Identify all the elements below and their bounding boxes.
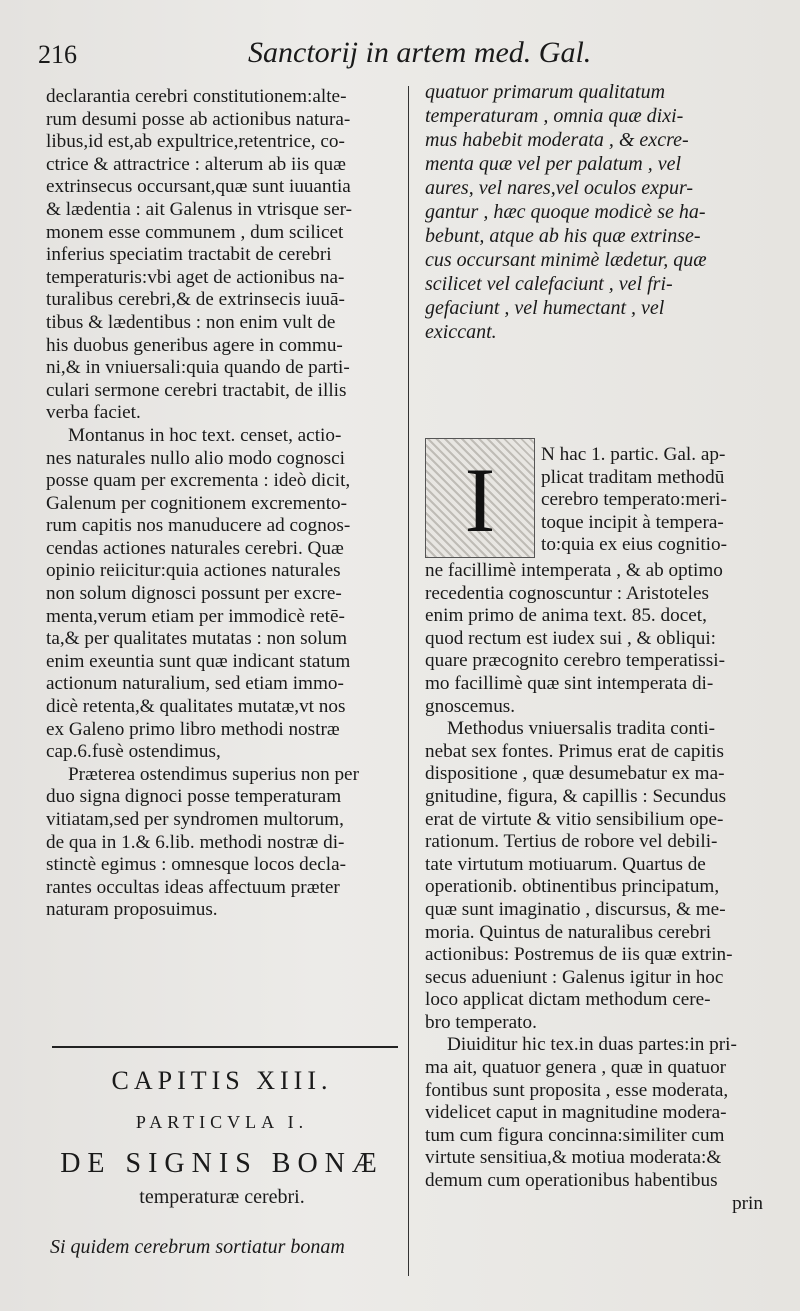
text-line: cendas actiones naturales cerebri. Quæ (46, 537, 344, 559)
text-line: ctrice & attractrice : alterum ab iis quæ (46, 153, 346, 175)
text-line: dispositione , quæ desumebatur ex ma- (425, 763, 725, 785)
text-line: naturam proposuimus. (46, 899, 218, 921)
text-line: extrinsecus occursant,quæ sunt iuuantia (46, 176, 351, 198)
text-line: moria. Quintus de naturalibus cerebri (425, 921, 712, 943)
left-paragraph-3 (46, 764, 398, 922)
section-subtitle: temperaturæ cerebri. (139, 1186, 305, 1208)
text-line: duo signa dignoci posse temperaturam (46, 786, 342, 808)
text-line: gnitudine, figura, & capillis : Secundus (425, 785, 727, 807)
text-line: posse quam per excrementa : ideò dicit, (46, 470, 351, 492)
text-line: mus habebit moderata , & excre- (425, 129, 689, 151)
text-line: mo facillimè quæ sint intemperata di- (425, 672, 714, 694)
text-line: rum desumi posse ab actionibus natura- (46, 108, 351, 130)
section-title: DE SIGNIS BONÆ (60, 1148, 384, 1179)
text-line: gnoscemus. (425, 695, 516, 717)
column-divider (408, 86, 409, 1276)
text-line: ta,& per qualitates mutatas : non solum (46, 628, 348, 650)
text-line: ne facillimè intemperata , & ab optimo (425, 560, 723, 581)
text-line: actionum naturalium, sed etiam immo- (46, 673, 344, 695)
text-line: ma ait, quatuor genera , quæ in quatuor (425, 1057, 727, 1079)
text-line: non solum dignosci possunt per excre- (46, 583, 342, 605)
section-rule (52, 1046, 398, 1048)
text-line: quatuor primarum qualitatum (425, 81, 666, 103)
text-line: N hac 1. partic. Gal. ap- (541, 444, 726, 465)
text-line: cap.6.fusè ostendimus, (46, 741, 221, 763)
text-line: tate virtutum motiuarum. Quartus de (425, 853, 706, 875)
text-line: menta quæ vel per palatum , vel (425, 153, 682, 175)
text-line: ni,& in vniuersali:quia quando de parti- (46, 357, 350, 379)
text-line: Galenum per cognitionem excremento- (46, 492, 348, 514)
dropcap-letter: I (464, 449, 496, 551)
text-line: quæ sunt imaginatio , discursus, & me- (425, 898, 726, 920)
text-line: Methodus vniuersalis tradita conti- (447, 718, 716, 740)
text-line: de qua in 1.& 6.lib. methodi nostræ di- (46, 831, 345, 853)
catchword: prin (732, 1192, 763, 1214)
running-head: Sanctorij in artem med. Gal. (248, 36, 592, 69)
text-line: bro temperato. (425, 1011, 537, 1033)
text-line: loco applicat dictam methodum cere- (425, 989, 711, 1011)
text-line: Montanus in hoc text. censet, actio- (68, 424, 342, 446)
text-line: quod rectum est iudex sui , & obliqui: (425, 627, 716, 649)
text-line: actionibus: Postremus de iis quæ extrin- (425, 944, 733, 966)
text-line: tibus & lædentibus : non enim vult de (46, 311, 336, 333)
text-line: ex Galeno primo libro methodi nostræ (46, 718, 340, 740)
chapter-title: CAPITIS XIII. (111, 1066, 333, 1095)
text-line: verba faciet. (46, 402, 141, 424)
text-line: aures, vel nares,vel oculos expur- (425, 177, 694, 199)
text-line: Præterea ostendimus superius non per (68, 763, 359, 785)
text-line: menta,verum etiam per immodicè retē- (46, 605, 345, 627)
right-paragraph-3 (425, 1034, 769, 1192)
text-line: quare præcognito cerebro temperatissi- (425, 650, 725, 672)
text-line: vitiatam,sed per syndromen multorum, (46, 809, 344, 830)
text-line: & lædentia : ait Galenus in vtrisque ser- (46, 198, 353, 220)
text-line: recedentia cognoscuntur : Aristoteles (425, 582, 709, 604)
left-column (46, 86, 398, 922)
text-line: nebat sex fontes. Primus erat de capitis (425, 740, 724, 762)
text-line: enim exeuntia sunt quæ indicant statum (46, 650, 351, 672)
lemma-text (425, 80, 767, 344)
text-line: bebunt, atque ab his quæ extrinse- (425, 225, 701, 247)
right-paragraph-1 (425, 560, 769, 718)
text-line: tum cum figura concinna:similiter cum (425, 1124, 725, 1146)
text-line: declarantia cerebri constitutionem:alte- (46, 86, 347, 107)
text-line: rum capitis nos manuducere ad cognos- (46, 515, 351, 537)
right-paragraph-2 (425, 718, 769, 1034)
left-paragraph-2 (46, 425, 398, 764)
text-line: turalibus cerebri,& de extrinsecis iuuā- (46, 289, 345, 311)
text-line: nes naturales nullo alio modo cognosci (46, 447, 345, 469)
text-line: dicè retenta,& qualitates mutatæ,vt nos (46, 696, 346, 718)
text-line: gantur , hæc quoque modicè se ha- (425, 201, 706, 223)
text-line: temperaturis:vbi aget de actionibus na- (46, 266, 345, 288)
text-line: culari sermone cerebri tractabit, de illis (46, 379, 347, 401)
text-line: libus,id est,ab expultrice,retentrice, co- (46, 131, 345, 153)
text-line: inferius speciatim tractabit de cerebri (46, 244, 332, 266)
text-line: scilicet vel calefaciunt , vel fri- (425, 273, 673, 295)
page-number: 216 (38, 40, 77, 69)
text-line: enim primo de anima text. 85. docet, (425, 605, 707, 627)
text-line: Diuiditur hic tex.in duas partes:in pri- (447, 1034, 737, 1056)
particle-heading: PARTICVLA I. (135, 1112, 309, 1132)
text-line: videlicet caput in magnitudine modera- (425, 1102, 727, 1124)
beside-initial-text (541, 444, 769, 557)
text-line: his duobus generibus agere in commu- (46, 334, 343, 356)
text-line: cerebro temperato:meri- (541, 489, 727, 511)
lemma-start: Si quidem cerebrum sortiatur bonam (50, 1236, 345, 1258)
text-line: fontibus sunt proposita , esse moderata, (425, 1079, 729, 1101)
left-paragraph-1 (46, 86, 398, 425)
text-line: erat de virtute & vitio sensibilium ope- (425, 808, 724, 830)
right-column-body (425, 560, 769, 1215)
page-header (38, 30, 780, 74)
text-line: demum cum operationibus habentibus (425, 1170, 718, 1192)
text-line: exiccant. (425, 321, 497, 343)
text-line: plicat traditam methodū (541, 466, 725, 488)
text-line: gefaciunt , vel humectant , vel (425, 297, 665, 319)
text-line: virtute sensitiua,& motiua moderata:& (425, 1147, 722, 1169)
text-line: cus occursant minimè lædetur, quæ (425, 249, 707, 271)
text-line: rantes occultas ideas affectuum præter (46, 876, 340, 898)
text-line: to:quia ex eius cognitio- (541, 534, 727, 556)
text-line: secus adueniunt : Galenus igitur in hoc (425, 966, 724, 988)
text-line: rationum. Tertius de robore vel debili- (425, 831, 718, 853)
text-line: opinio reiicitur:quia actiones naturales (46, 560, 341, 582)
decorated-initial-icon (425, 438, 535, 558)
text-line: toque incipit à tempera- (541, 511, 724, 533)
text-line: stinctè egimus : omnesque locos decla- (46, 854, 346, 876)
text-line: operationib. obtinentibus principatum, (425, 876, 720, 898)
text-line: temperaturam , omnia quæ dixi- (425, 105, 684, 127)
text-line: monem esse communem , dum scilicet (46, 221, 344, 243)
